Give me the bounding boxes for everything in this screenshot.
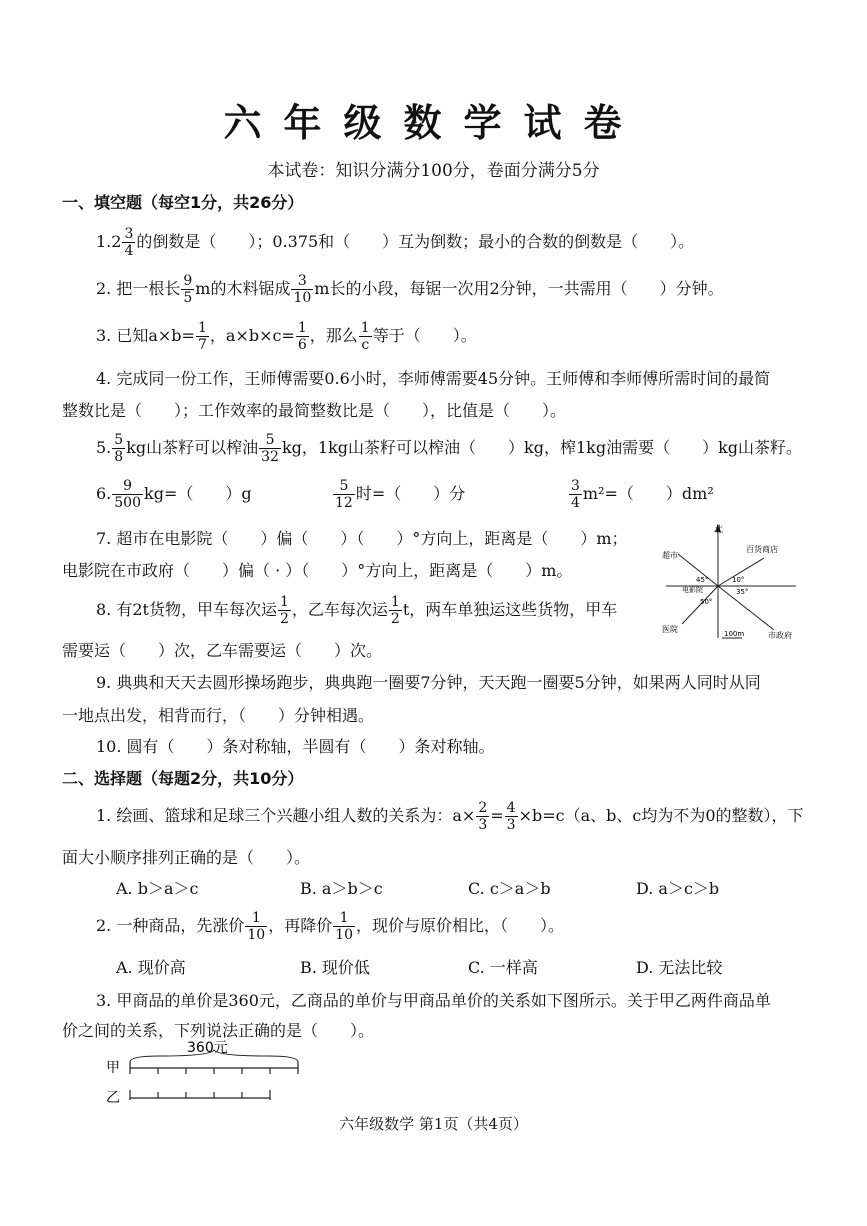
question-1-3: 3. 已知a×b= $\frac{1}{7}$ ，a×b×c= $\frac{1}{6}$ ，那么 $\frac{1}{c}$ 等于（ ）。 <box>96 320 477 353</box>
bar-yi <box>130 1090 270 1100</box>
question-1-4-line1: 4. 完成同一份工作，王师傅需要0.6小时，李师傅需要45分钟。王师傅和李师傅所需时间的最简 <box>96 369 771 388</box>
question-2-2-option-c[interactable]: C. 一样高 <box>468 958 538 977</box>
question-1-1: 1.2 $\frac{3}{4}$ 的倒数是（ ）；0.375和（ ）互为倒数；最小的合数的倒数是（ ）。 <box>96 226 695 259</box>
direction-map <box>656 520 806 645</box>
question-1-5: 5. $\frac{5}{8}$ kg山茶籽可以榨油 $\frac{5}{32}$ kg，1kg山茶籽可以榨油（ ）kg，榨1kg油需要（ ）kg山茶籽。 <box>96 432 803 465</box>
bar-diagram <box>100 1036 310 1108</box>
map-angle-50: 50° <box>700 598 713 606</box>
map-label-department-store: 百货商店 <box>746 545 778 554</box>
question-1-6b: $\frac{5}{12}$ 时=（ ）分 <box>335 478 466 511</box>
question-1-6a: 6. $\frac{9}{500}$ kg=（ ）g <box>96 478 252 511</box>
map-label-supermarket: 超市 <box>662 551 678 560</box>
question-1-7-line1: 7. 超市在电影院（ ）偏（ ）（ ）°方向上，距离是（ ）m； <box>96 529 628 548</box>
map-angle-45: 45° <box>696 576 709 584</box>
section-heading-fill-blank: 一、填空题（每空1分，共26分） <box>62 193 304 212</box>
question-1-10: 10. 圆有（ ）条对称轴，半圆有（ ）条对称轴。 <box>96 737 495 756</box>
question-2-2-option-b[interactable]: B. 现价低 <box>300 958 370 977</box>
map-label-north: 北 <box>714 525 724 535</box>
question-2-1-option-b[interactable]: B. a＞b＞c <box>300 879 383 898</box>
question-1-9-line2: 一地点出发，相背而行，（ ）分钟相遇。 <box>62 706 375 725</box>
map-angle-35: 35° <box>736 588 749 596</box>
question-2-3-line1: 3. 甲商品的单价是360元，乙商品的单价与甲商品单价的关系如下图所示。关于甲乙两件商品单 <box>96 991 771 1010</box>
page-footer: 六年级数学 第1页（共4页） <box>339 1115 528 1133</box>
question-2-2-option-a[interactable]: A. 现价高 <box>116 958 186 977</box>
question-1-2: 2. 把一根长 $\frac{9}{5}$ m的木料锯成 $\frac{3}{10}$ m长的小段，每锯一次用2分钟，一共需用（ ）分钟。 <box>96 273 724 306</box>
question-2-3-line2: 价之间的关系，下列说法正确的是（ ）。 <box>62 1021 375 1040</box>
map-scale-label: 100m <box>724 630 745 638</box>
map-angle-10: 10° <box>732 576 745 584</box>
map-label-city-hall: 市政府 <box>768 631 792 640</box>
section-heading-multiple-choice: 二、选择题（每题2分，共10分） <box>62 769 304 788</box>
question-1-6c: $\frac{3}{4}$ m²=（ ）dm² <box>571 478 714 511</box>
question-2-1-line1: 1. 绘画、篮球和足球三个兴趣小组人数的关系为：a× $\frac{2}{3}$ = $\frac{4}{3}$ ×b=c（a、b、c均为不为0的整数），下 <box>96 800 804 833</box>
map-label-cinema: 电影院 <box>682 586 703 594</box>
question-2-1-option-c[interactable]: C. c＞a＞b <box>468 879 551 898</box>
question-2-2: 2. 一种商品，先涨价 $\frac{1}{10}$ ，再降价 $\frac{1}{10}$ ，现价与原价相比，（ ）。 <box>96 910 565 943</box>
question-2-1-line2: 面大小顺序排列正确的是（ ）。 <box>62 848 311 867</box>
question-1-9-line1: 9. 典典和天天去圆形操场跑步，典典跑一圈要7分钟，天天跑一圈要5分钟，如果两人同时从同 <box>96 673 761 692</box>
map-label-hospital: 医院 <box>662 625 678 634</box>
question-1-7-line2: 电影院在市政府（ ）偏（ · ）（ ）°方向上，距离是（ ）m。 <box>62 561 573 580</box>
question-2-1-option-a[interactable]: A. b＞a＞c <box>116 879 199 898</box>
question-2-1-option-d[interactable]: D. a＞c＞b <box>636 879 720 898</box>
question-1-4-line2: 整数比是（ ）；工作效率的最简整数比是（ ），比值是（ ）。 <box>62 401 567 420</box>
question-2-2-option-d[interactable]: D. 无法比较 <box>636 958 723 977</box>
page-title: 六年级数学试卷 <box>223 101 644 145</box>
page-subtitle: 本试卷：知识分满分100分，卷面分满分5分 <box>267 161 600 181</box>
bar-diagram-label-jia: 甲 <box>106 1060 120 1076</box>
question-1-8-line2: 需要运（ ）次，乙车需要运（ ）次。 <box>62 641 383 660</box>
question-1-8-line1: 8. 有2t货物，甲车每次运 $\frac{1}{2}$ ，乙车每次运 $\frac{1}{2}$ t，两车单独运这些货物，甲车 <box>96 594 618 627</box>
bar-diagram-label-yi: 乙 <box>106 1090 120 1106</box>
bar-jia <box>130 1062 298 1074</box>
bar-diagram-total-label: 360元 <box>187 1040 228 1056</box>
